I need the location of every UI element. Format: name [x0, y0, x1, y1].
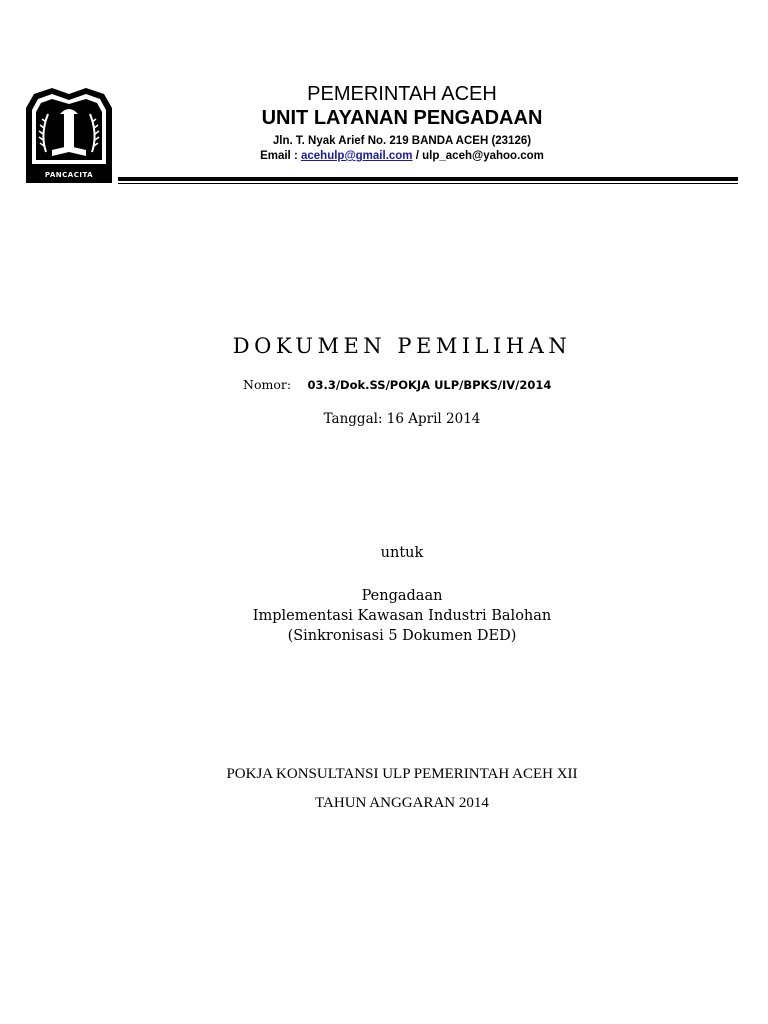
agency-name: PEMERINTAH ACEH — [307, 83, 497, 105]
fiscal-year: TAHUN ANGGARAN 2014 — [315, 795, 489, 811]
document-title: DOKUMEN PEMILIHAN — [232, 334, 572, 358]
letterhead-divider-thin — [118, 183, 738, 184]
email-separator: / — [415, 150, 419, 162]
procurement-line-2: Implementasi Kawasan Industri Balohan — [252, 608, 552, 624]
email-line — [200, 149, 604, 163]
procurement-subject — [0, 586, 768, 646]
address: Jln. T. Nyak Arief No. 219 BANDA ACEH (23126) — [272, 135, 532, 147]
document-date: Tanggal: 16 April 2014 — [323, 411, 481, 427]
email-secondary: ulp_aceh@yahoo.com — [422, 150, 544, 162]
committee-name: POKJA KONSULTANSI ULP PEMERINTAH ACEH XII — [226, 766, 578, 782]
procurement-line-3: (Sinkronisasi 5 Dokumen DED) — [287, 628, 517, 644]
nomor-label: Nomor: — [243, 377, 292, 392]
unit-name: UNIT LAYANAN PENGADAAN — [261, 107, 543, 129]
pancacita-emblem-logo — [24, 86, 114, 184]
nomor-value: 03.3/Dok.SS/POKJA ULP/BPKS/IV/2014 — [307, 378, 552, 392]
email-label: Email : — [260, 150, 298, 162]
email-link-primary[interactable]: acehulp@gmail.com — [300, 150, 413, 162]
letterhead — [200, 82, 604, 163]
untuk-label: untuk — [380, 545, 424, 561]
logo-banner-text: PANCACITA — [44, 171, 94, 179]
procurement-line-1: Pengadaan — [361, 588, 443, 604]
letterhead-divider-thick — [118, 177, 738, 181]
document-number-row — [243, 376, 551, 394]
